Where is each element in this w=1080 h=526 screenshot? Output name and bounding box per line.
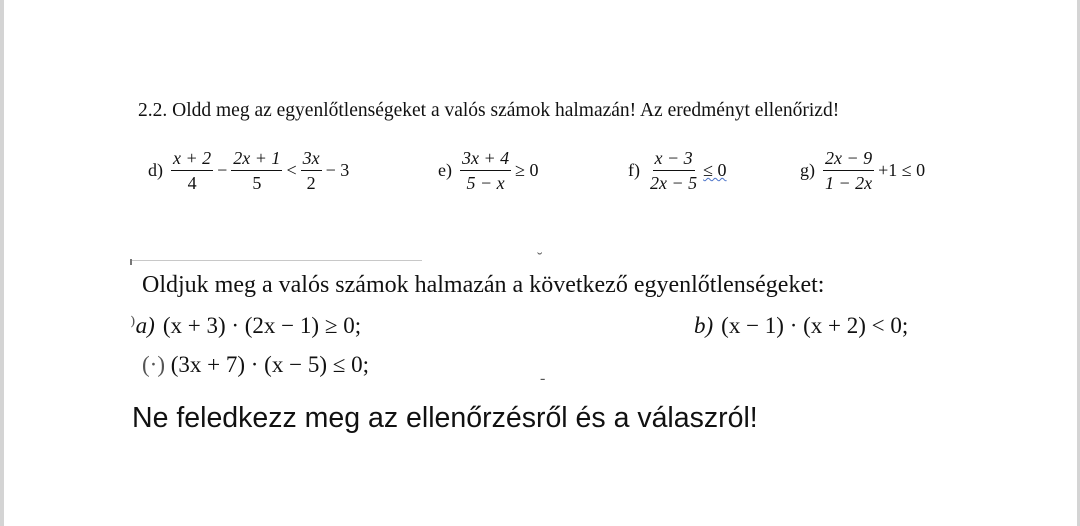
scan-mark: ‐ [540, 370, 546, 387]
denominator: 5 [252, 172, 262, 193]
exercise-label: d) [148, 160, 163, 181]
scan-mark: ˘ [537, 250, 543, 267]
operator: − [217, 160, 228, 181]
numerator: 3x [301, 148, 322, 171]
inequality-b [694, 313, 908, 339]
numerator: 3x + 4 [460, 148, 511, 171]
scan-fragment: (·) [142, 352, 165, 377]
exercise-f [628, 148, 729, 193]
inequality-c [142, 352, 369, 378]
item-label: a) [135, 313, 155, 338]
scan-fragment: ⁾ [130, 313, 136, 338]
denominator: 5 − x [466, 172, 505, 193]
fraction [171, 148, 213, 193]
numerator: 2x + 1 [231, 148, 282, 171]
item-expression: (x + 3) · (2x − 1) ≥ 0; [162, 313, 362, 338]
relation: < [286, 160, 297, 181]
relation: ≥ 0 [515, 160, 539, 181]
item-expression: (x − 1) · (x + 2) < 0; [721, 313, 909, 338]
exercise-heading: 2.2. Oldd meg az egyenlőtlenségeket a valós számok halmazán! Az eredményt ellenőrizd! [138, 100, 840, 121]
page-edge-left [0, 0, 4, 526]
exercise-label: g) [800, 160, 815, 181]
denominator: 2x − 5 [650, 172, 698, 193]
fraction [648, 148, 699, 193]
relation: +1 ≤ 0 [878, 160, 926, 181]
denominator: 1 − 2x [825, 172, 873, 193]
exercise-g [800, 148, 927, 193]
fraction [460, 148, 511, 193]
item-label: b) [694, 313, 714, 338]
fraction [231, 148, 282, 193]
divider-tick [130, 259, 132, 265]
item-expression: (3x + 7) · (x − 5) ≤ 0; [170, 352, 369, 377]
numerator: x − 3 [653, 148, 695, 171]
numerator: x + 2 [171, 148, 213, 171]
exercise-d [148, 148, 351, 193]
tail-term: − 3 [325, 160, 350, 181]
exercise-e [438, 148, 541, 193]
denominator: 2 [306, 172, 316, 193]
exercise-label: e) [438, 160, 452, 181]
section-heading: Oldjuk meg a valós számok halmazán a következő egyenlőtlenségeket: [142, 272, 825, 298]
fraction [823, 148, 874, 193]
inequality-a [130, 313, 361, 339]
exercise-label: f) [628, 160, 640, 181]
fraction [301, 148, 322, 193]
divider-line [132, 260, 422, 261]
reminder-note: Ne feledkezz meg az ellenőrzésről és a válaszról! [132, 402, 758, 434]
relation: ≤ 0 [703, 160, 727, 181]
denominator: 4 [187, 172, 197, 193]
numerator: 2x − 9 [823, 148, 874, 171]
